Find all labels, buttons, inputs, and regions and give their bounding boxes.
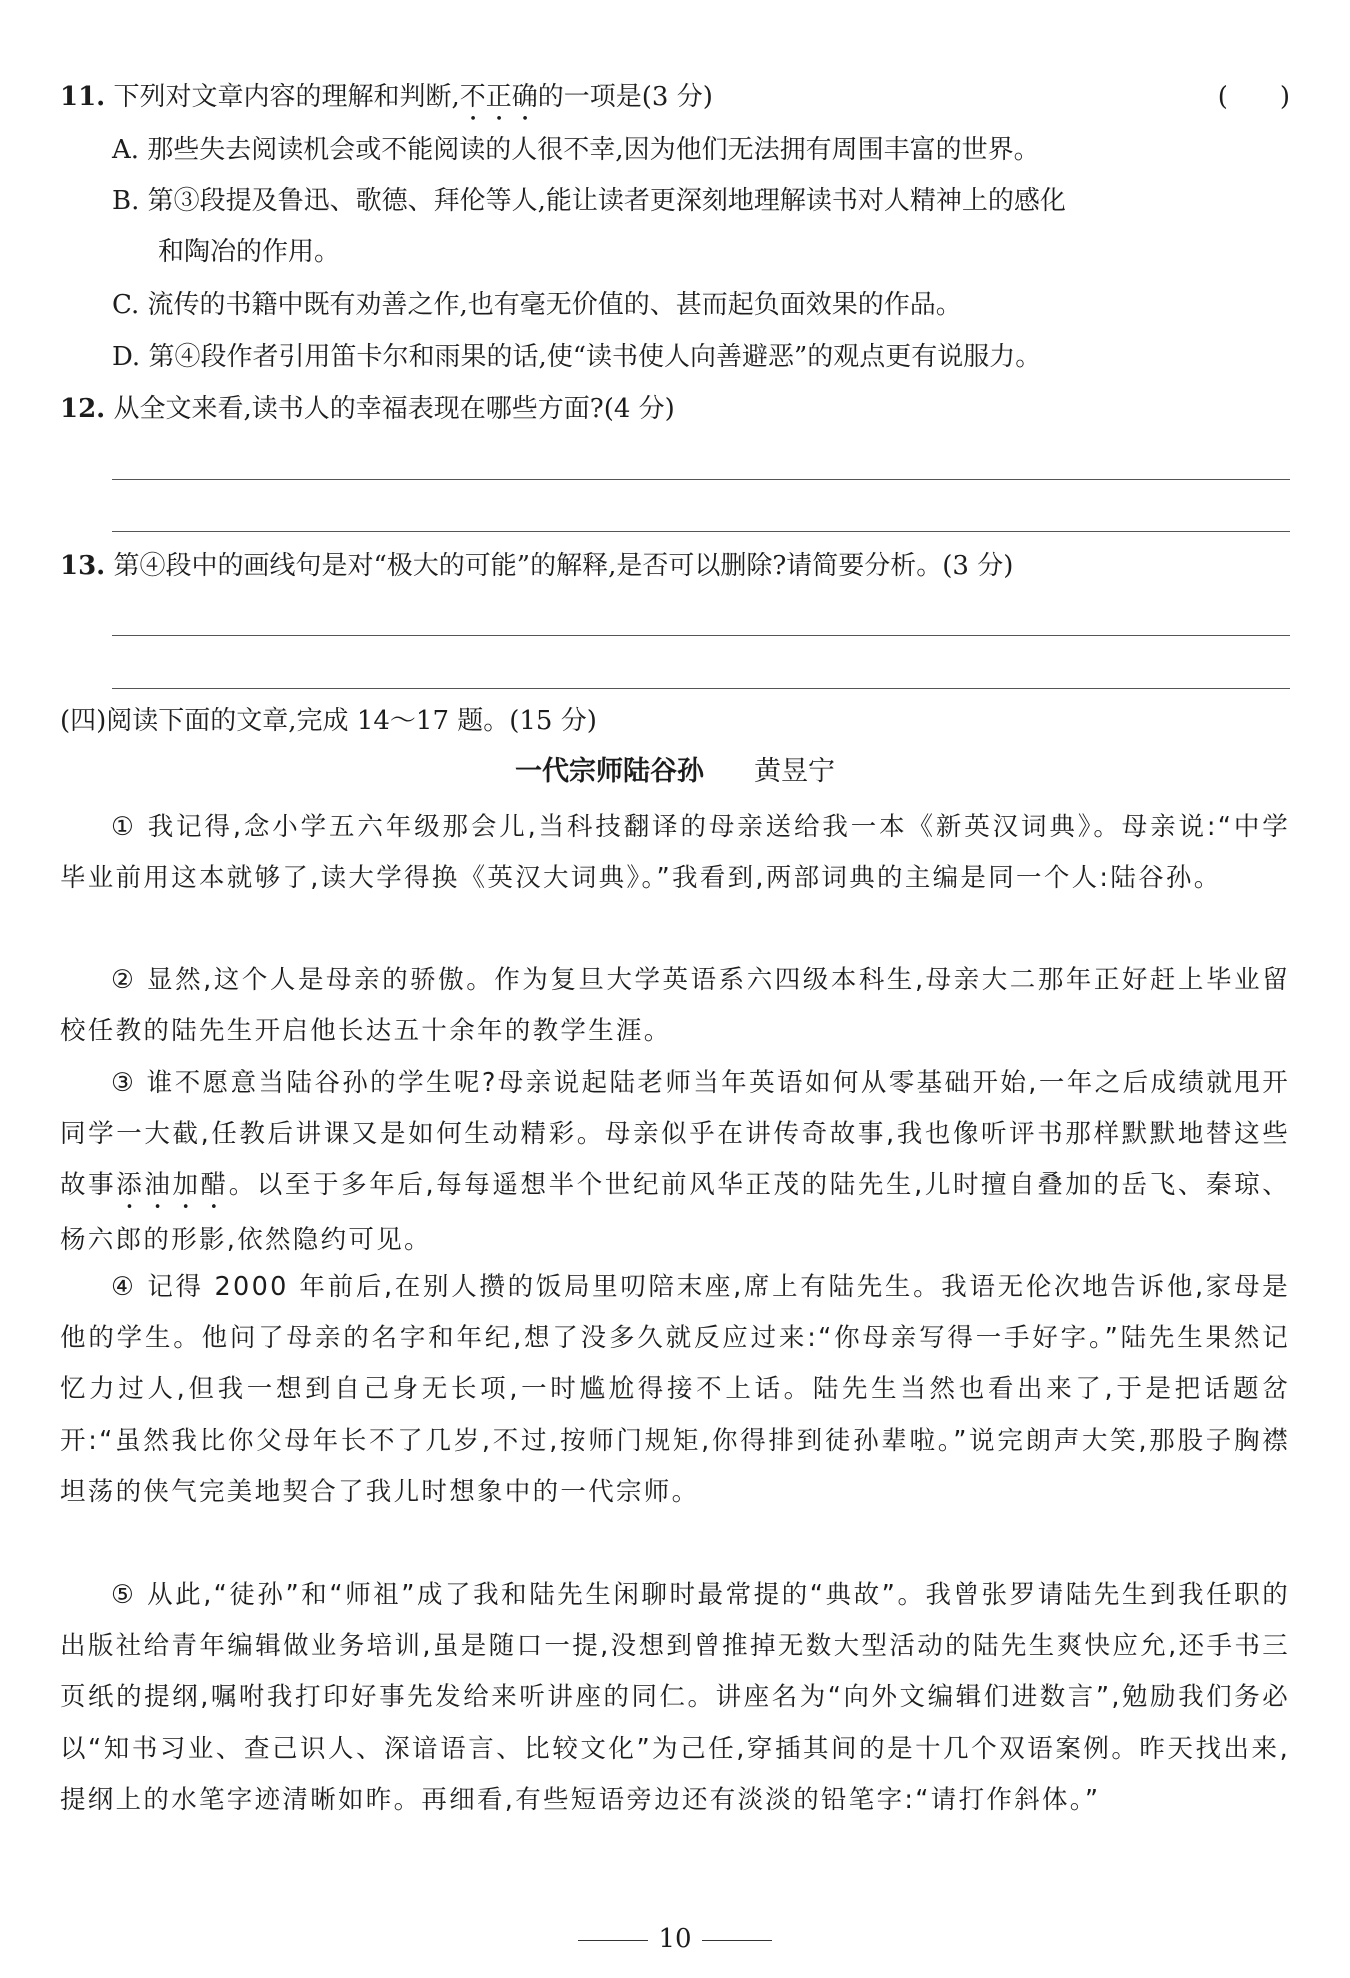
q11-option-b-continued: 和陶冶的作用。 <box>158 237 341 267</box>
article-paragraph-1: ① 我记得,念小学五六年级那会儿,当科技翻译的母亲送给我一本《新英汉词典》。母亲说:“中学毕业前用这本就够了,读大学得换《英汉大词典》。”我看到,两部词典的主编是同一个人:陆谷孙。 <box>60 812 1290 894</box>
article-paragraph-3-emphasis: 添油加醋 <box>116 1170 229 1201</box>
q11-stem <box>60 80 713 127</box>
q11-answer-parentheses[interactable]: ( ) <box>1217 82 1290 112</box>
q11-option-b[interactable]: B. 第③段提及鲁迅、歌德、拜伦等人,能让读者更深刻地理解读书对人精神上的感化 <box>112 186 1066 216</box>
q13-text: 第④段中的画线句是对“极大的可能”的解释,是否可以删除?请简要分析。(3 分) <box>113 551 1014 581</box>
article-paragraph-3-start: ③ 谁不愿意当陆谷孙的学生呢?母亲说起陆老师当年英语如何从零基础开始,一年之后成绩就甩开同学一大截,任教后讲课又是如何生动精彩。母亲似乎在讲传奇故事,我也像听评书那样默默地替这些故事 <box>60 1068 1290 1201</box>
q11-option-d[interactable]: D. 第④段作者引用笛卡尔和雨果的话,使“读书使人向善避恶”的观点更有说服力。 <box>112 342 1042 372</box>
q13-stem <box>60 549 1013 583</box>
q12-answer-line-1[interactable] <box>112 479 1290 480</box>
q11-stem-start: 下列对文章内容的理解和判断, <box>113 82 460 112</box>
q11-option-c[interactable]: C. 流传的书籍中既有劝善之作,也有毫无价值的、甚而起负面效果的作品。 <box>112 290 962 320</box>
page-footer <box>0 1922 1350 1956</box>
footer-rule-right <box>702 1940 772 1941</box>
q11-stem-end: 的一项是(3 分) <box>537 82 713 112</box>
q11-number: 11. <box>60 82 106 112</box>
footer-rule-left <box>578 1940 648 1941</box>
q13-answer-line-2[interactable] <box>112 688 1290 689</box>
q13-answer-line-1[interactable] <box>112 635 1290 636</box>
q12-stem <box>60 392 675 426</box>
article-title-block <box>0 755 1350 789</box>
article-title: 一代宗师陆谷孙 <box>515 756 704 787</box>
q11-option-a[interactable]: A. 那些失去阅读机会或不能阅读的人很不幸,因为他们无法拥有周围丰富的世界。 <box>112 135 1040 165</box>
q11-stem-emphasis: 不正确 <box>459 82 538 112</box>
article-paragraph-2: ② 显然,这个人是母亲的骄傲。作为复旦大学英语系六四级本科生,母亲大二那年正好赶上毕业留校任教的陆先生开启他长达五十余年的教学生涯。 <box>60 965 1290 1047</box>
article-paragraph-4: ④ 记得 2000 年前后,在别人攒的饭局里叨陪末座,席上有陆先生。我语无伦次地告诉他,家母是他的学生。他问了母亲的名字和年纪,想了没多久就反应过来:“你母亲写得一手好字。”陆先生果然记忆力过人,但我一想到自己身无长项,一时尴尬得接不上话。陆先生当然也看出来了,于是把话题岔开:“虽然我比你父母年长不了几岁,不过,按师门规矩,你得排到徒孙辈啦。”说完朗声大笑,那股子胸襟坦荡的侠气完美地契合了我儿时想象中的一代宗师。 <box>60 1272 1290 1507</box>
q12-number: 12. <box>60 394 106 424</box>
page-number: 10 <box>658 1924 692 1954</box>
article-author: 黄昱宁 <box>754 756 835 787</box>
article-paragraph-5: ⑤ 从此,“徒孙”和“师祖”成了我和陆先生闲聊时最常提的“典故”。我曾张罗请陆先生到我任职的出版社给青年编辑做业务培训,虽是随口一提,没想到曾推掉无数大型活动的陆先生爽快应允,还手书三页纸的提纲,嘱咐我打印好事先发给来听讲座的同仁。讲座名为“向外文编辑们进数言”,勉励我们务必以“知书习业、查己识人、深谙语言、比较文化”为己任,穿插其间的是十几个双语案例。昨天找出来,提纲上的水笔字迹清晰如昨。再细看,有些短语旁边还有淡淡的铅笔字:“请打作斜体。” <box>60 1580 1290 1815</box>
section-four-heading: (四)阅读下面的文章,完成 14～17 题。(15 分) <box>60 706 597 736</box>
article-paragraph-3-end: 。以至于多年后,每每遥想半个世纪前风华正茂的陆先生,儿时擅自叠加的岳飞、秦琼、杨六郎的形影,依然隐约可见。 <box>60 1170 1290 1256</box>
q13-number: 13. <box>60 551 106 581</box>
article-paragraph-3 <box>60 1058 1290 1267</box>
q12-answer-line-2[interactable] <box>112 531 1290 532</box>
q12-text: 从全文来看,读书人的幸福表现在哪些方面?(4 分) <box>113 394 675 424</box>
